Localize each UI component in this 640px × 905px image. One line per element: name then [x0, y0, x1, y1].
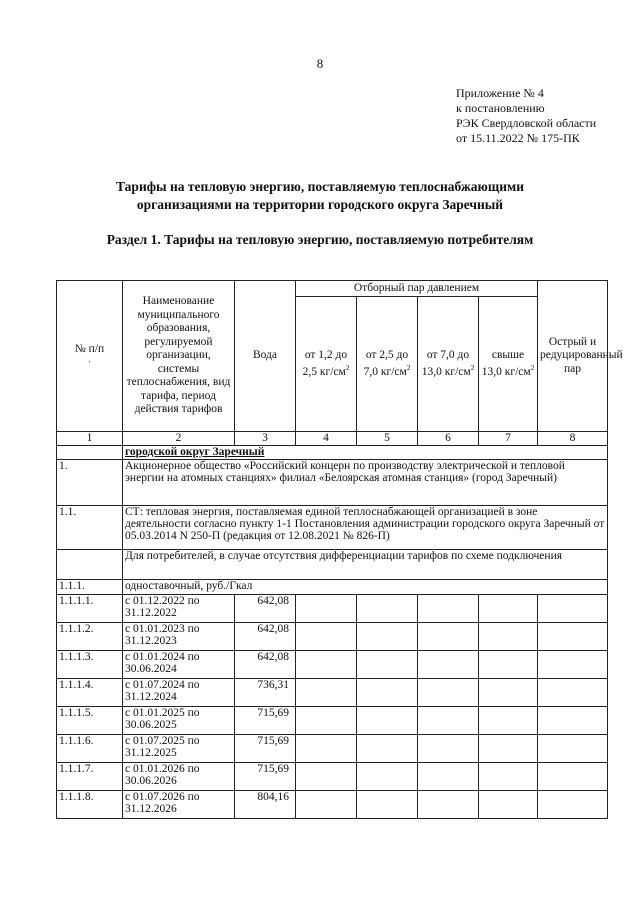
row-water: 642,08 — [235, 623, 296, 651]
empty-cell — [538, 623, 608, 651]
header-acute: Острый и редуцированный пар — [538, 281, 608, 432]
empty-cell — [479, 791, 538, 819]
header-steam-group: Отборный пар давлением — [296, 281, 538, 297]
header-steam-2-text: от 2,5 до 7,0 кг/см — [363, 348, 409, 378]
row-period: с 01.07.2025 по 31.12.2025 — [123, 735, 235, 763]
appendix-line: РЭК Свердловской области — [456, 116, 597, 130]
header-dot: · — [88, 357, 91, 367]
row-period: с 01.12.2022 по 31.12.2022 — [123, 595, 235, 623]
appendix-line: к постановлению — [456, 101, 545, 115]
table-row — [57, 623, 608, 651]
header-steam-3 — [418, 297, 479, 432]
tariff-num: 1.1. — [57, 506, 123, 550]
empty-cell — [418, 791, 479, 819]
row-period: с 01.01.2024 по 30.06.2024 — [123, 651, 235, 679]
empty-cell — [538, 735, 608, 763]
empty-cell — [418, 763, 479, 791]
col-number: 4 — [296, 432, 357, 446]
row-water: 804,16 — [235, 791, 296, 819]
row-water: 736,31 — [235, 679, 296, 707]
header-steam-1 — [296, 297, 357, 432]
header-steam-4 — [479, 297, 538, 432]
empty-cell — [479, 651, 538, 679]
empty-cell — [538, 679, 608, 707]
header-steam-4-text: свыше 13,0 кг/см — [481, 348, 531, 378]
empty-cell — [418, 623, 479, 651]
sup-2: 2 — [406, 364, 411, 373]
column-number-row — [57, 432, 608, 446]
region-row — [57, 446, 608, 460]
table-row — [57, 595, 608, 623]
consumers-text: Для потребителей, в случае отсутствия дифференциации тарифов по схеме подключения — [123, 550, 608, 580]
row-period: с 01.01.2026 по 30.06.2026 — [123, 763, 235, 791]
region-name-text: городской округ Заречный — [125, 446, 265, 458]
row-num: 1.1.1.5. — [57, 707, 123, 735]
row-period: с 01.07.2024 по 31.12.2024 — [123, 679, 235, 707]
empty-cell — [357, 651, 418, 679]
empty-cell — [296, 763, 357, 791]
tariff-desc: СТ: тепловая энергия, поставляемая единой теплоснабжающей организацией в зоне деятельности согласно пункту 1-1 Постановления администрации городского округа Заречный от 05.03.2014 N 250-П (редакция от 12.08.2021 № 826-П) — [123, 506, 608, 550]
empty-cell — [538, 707, 608, 735]
empty-cell — [479, 679, 538, 707]
table-row — [57, 707, 608, 735]
title-line: Тарифы на тепловую энергию, поставляемую теплоснабжающими — [116, 179, 524, 194]
empty-cell — [479, 595, 538, 623]
empty-cell — [296, 595, 357, 623]
empty-cell — [418, 707, 479, 735]
row-num: 1.1.1.4. — [57, 679, 123, 707]
header-num-text: № п/п — [74, 342, 105, 355]
header-name: Наименование муниципального образования, регулируемой организации, системы теплоснабжения, вид тарифа, период действия тарифов — [123, 281, 235, 432]
empty-cell — [357, 707, 418, 735]
region-name — [123, 446, 608, 460]
row-water: 715,69 — [235, 763, 296, 791]
empty-cell — [418, 735, 479, 763]
row-num: 1.1.1.1. — [57, 595, 123, 623]
empty-cell — [418, 595, 479, 623]
table-row — [57, 679, 608, 707]
empty-cell — [538, 595, 608, 623]
row-num: 1.1.1.7. — [57, 763, 123, 791]
col-number: 5 — [357, 432, 418, 446]
header-steam-1-text: от 1,2 до 2,5 кг/см — [302, 348, 348, 378]
empty-cell — [296, 791, 357, 819]
row-period: с 01.01.2023 по 31.12.2023 — [123, 623, 235, 651]
appendix-block — [456, 86, 596, 146]
row-period: с 01.07.2026 по 31.12.2026 — [123, 791, 235, 819]
row-num: 1.1.1.6. — [57, 735, 123, 763]
empty-cell — [479, 735, 538, 763]
empty-cell — [479, 623, 538, 651]
row-water: 715,69 — [235, 735, 296, 763]
empty-cell — [479, 763, 538, 791]
empty-cell — [296, 707, 357, 735]
sup-2: 2 — [470, 364, 475, 373]
document-title — [0, 178, 640, 214]
col-number: 1 — [57, 432, 123, 446]
empty-cell — [57, 446, 123, 460]
sup-2: 2 — [530, 364, 535, 373]
empty-cell — [357, 679, 418, 707]
empty-cell — [296, 735, 357, 763]
table-row — [57, 651, 608, 679]
empty-cell — [479, 707, 538, 735]
header-water: Вода — [235, 281, 296, 432]
org-name: Акционерное общество «Российский концерн по производству электрической и тепловой энергии на атомных станциях» филиал «Белоярская атомная станция» (город Заречный) — [123, 460, 608, 506]
tariff-row — [57, 506, 608, 550]
section-title: Раздел 1. Тарифы на тепловую энергию, поставляемую потребителям — [106, 232, 534, 247]
table-row — [57, 763, 608, 791]
org-num: 1. — [57, 460, 123, 506]
row-period: с 01.01.2025 по 30.06.2025 — [123, 707, 235, 735]
empty-cell — [357, 735, 418, 763]
header-steam-3-text: от 7,0 до 13,0 кг/см — [421, 348, 471, 378]
rate-num: 1.1.1. — [57, 580, 123, 595]
sup-2: 2 — [345, 364, 350, 373]
org-row — [57, 460, 608, 506]
header-num — [57, 281, 123, 432]
row-water: 642,08 — [235, 595, 296, 623]
empty-cell — [357, 791, 418, 819]
col-number: 7 — [479, 432, 538, 446]
table-row — [57, 735, 608, 763]
rate-row — [57, 580, 608, 595]
page-number: 8 — [316, 56, 324, 71]
col-number: 8 — [538, 432, 608, 446]
empty-cell — [357, 595, 418, 623]
rate-name: одноставочный, руб./Гкал — [123, 580, 608, 595]
appendix-line: Приложение № 4 — [456, 86, 544, 100]
col-number: 3 — [235, 432, 296, 446]
col-number: 6 — [418, 432, 479, 446]
row-water: 642,08 — [235, 651, 296, 679]
header-steam-2 — [357, 297, 418, 432]
empty-cell — [538, 791, 608, 819]
title-line: организациями на территории городского округа Заречный — [136, 197, 504, 212]
empty-cell — [418, 679, 479, 707]
col-number: 2 — [123, 432, 235, 446]
empty-cell — [296, 623, 357, 651]
empty-cell — [538, 651, 608, 679]
empty-cell — [357, 623, 418, 651]
empty-cell — [357, 763, 418, 791]
empty-cell — [538, 763, 608, 791]
row-water: 715,69 — [235, 707, 296, 735]
row-num: 1.1.1.8. — [57, 791, 123, 819]
empty-cell — [296, 679, 357, 707]
empty-cell — [296, 651, 357, 679]
empty-cell — [57, 550, 123, 580]
row-num: 1.1.1.2. — [57, 623, 123, 651]
tariff-table — [56, 280, 623, 819]
appendix-line: от 15.11.2022 № 175-ПК — [456, 131, 580, 145]
empty-cell — [418, 651, 479, 679]
table-row — [57, 791, 608, 819]
row-num: 1.1.1.3. — [57, 651, 123, 679]
consumers-row — [57, 550, 608, 580]
